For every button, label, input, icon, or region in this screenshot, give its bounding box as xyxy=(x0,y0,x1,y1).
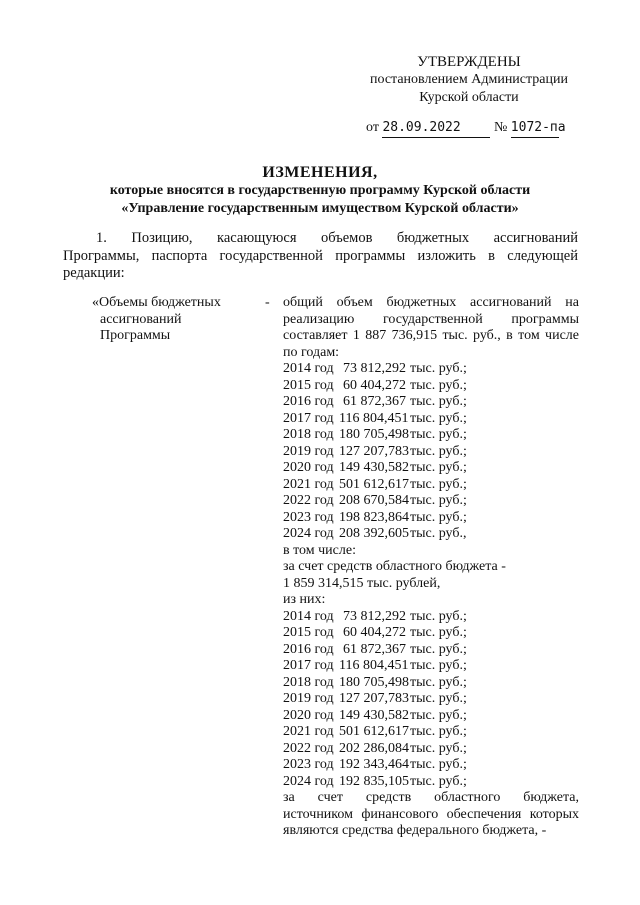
year-label: 2014 год xyxy=(283,608,334,624)
amount-value: 501 612,617 xyxy=(339,476,409,492)
amount-value: 61 872,367 xyxy=(343,641,406,657)
amount-unit: тыс. руб.; xyxy=(410,658,467,673)
year-amount-row xyxy=(283,411,579,428)
year-amount-row xyxy=(283,724,579,741)
amount-unit: тыс. руб.; xyxy=(410,757,467,772)
year-label: 2023 год xyxy=(283,509,334,525)
date-prefix: от xyxy=(366,120,379,135)
amount-unit: тыс. руб.; xyxy=(410,608,467,624)
year-label: 2021 год xyxy=(283,476,334,492)
year-amount-row xyxy=(283,774,579,791)
year-amount-row xyxy=(283,658,579,675)
total-line-3: составляет 1 887 736,915 тыс. руб., в том числе xyxy=(283,328,579,343)
year-amount-row xyxy=(283,642,579,659)
amount-value: 60 404,272 xyxy=(343,625,406,640)
amount-unit: тыс. руб.; xyxy=(410,740,467,756)
amount-unit: тыс. руб.; xyxy=(410,427,467,442)
year-amount-row xyxy=(283,625,579,642)
year-amount-row xyxy=(283,708,579,725)
handwritten-date: 28.09.2022 xyxy=(382,119,490,138)
total-line-2: реализацию государственной программы xyxy=(283,311,579,327)
in-that-label: в том числе: xyxy=(283,542,356,558)
amount-value: 149 430,582 xyxy=(339,707,409,723)
year-amount-row xyxy=(283,378,579,395)
amount-value: 180 705,498 xyxy=(339,427,409,442)
amount-unit: тыс. руб.; xyxy=(410,724,467,739)
year-amount-row xyxy=(283,361,579,378)
regional-by-year-list xyxy=(283,609,579,791)
amount-unit: тыс. руб.; xyxy=(410,460,467,475)
year-label: 2020 год xyxy=(283,707,334,723)
year-label: 2020 год xyxy=(283,460,334,475)
amount-value: 208 392,605 xyxy=(339,526,409,541)
year-amount-row xyxy=(283,526,579,543)
handwritten-number: 1072-па xyxy=(511,119,559,138)
amount-unit: тыс. руб., xyxy=(410,526,467,541)
federal-line-2: источником финансового обеспечения которых xyxy=(283,806,579,822)
year-label: 2024 год xyxy=(283,773,334,789)
intro-line-1: 1. Позицию, касающуюся объемов бюджетных ассигнований xyxy=(96,230,578,246)
amount-unit: тыс. руб.; xyxy=(410,509,467,525)
year-amount-row xyxy=(283,609,579,626)
amount-value: 61 872,367 xyxy=(343,394,406,409)
amount-unit: тыс. руб.; xyxy=(410,361,467,376)
amount-value: 198 823,864 xyxy=(339,509,409,525)
document-heading xyxy=(40,163,600,218)
year-amount-row xyxy=(283,757,579,774)
heading-subtitle-1: которые вносятся в государственную программу Курской области xyxy=(109,183,531,198)
amount-value: 127 207,783 xyxy=(339,691,409,706)
year-amount-row xyxy=(283,427,579,444)
intro-paragraph-rest xyxy=(63,247,578,281)
year-label: 2016 год xyxy=(283,641,334,657)
heading-subtitle-2: «Управление государственным имуществом Курской области» xyxy=(121,201,519,216)
amount-unit: тыс. руб.; xyxy=(410,773,467,789)
year-amount-row xyxy=(283,460,579,477)
year-label: 2017 год xyxy=(283,658,334,673)
approval-line-resolution: постановлением Администрации xyxy=(370,72,568,87)
year-amount-row xyxy=(283,675,579,692)
year-amount-row xyxy=(283,444,579,461)
total-line-1: общий объем бюджетных ассигнований на xyxy=(283,295,579,310)
year-label: 2023 год xyxy=(283,757,334,772)
year-label: 2015 год xyxy=(283,625,334,640)
amount-value: 127 207,783 xyxy=(339,443,409,459)
position-label xyxy=(92,295,260,345)
regional-line-2: 1 859 314,515 тыс. рублей, xyxy=(283,575,441,591)
position-label-line-2: ассигнований xyxy=(100,311,182,327)
intro-line-3: редакции: xyxy=(63,264,125,281)
amount-unit: тыс. руб.; xyxy=(410,691,467,706)
year-amount-row xyxy=(283,510,579,527)
year-label: 2021 год xyxy=(283,724,334,739)
year-label: 2015 год xyxy=(283,377,334,393)
of-them-label: из них: xyxy=(283,592,326,607)
year-amount-row xyxy=(283,477,579,494)
year-label: 2022 год xyxy=(283,740,334,756)
amount-value: 192 835,105 xyxy=(339,773,409,789)
year-label: 2019 год xyxy=(283,443,334,459)
amount-value: 202 286,084 xyxy=(339,740,409,756)
amount-value: 116 804,451 xyxy=(339,410,409,426)
amount-unit: тыс. руб.; xyxy=(410,410,467,426)
number-prefix: № xyxy=(493,120,508,135)
amount-value: 116 804,451 xyxy=(339,658,409,673)
approval-line-region: Курской области xyxy=(419,90,519,105)
position-label-line-1: «Объемы бюджетных xyxy=(92,295,221,310)
year-label: 2024 год xyxy=(283,526,334,541)
amount-unit: тыс. руб.; xyxy=(410,625,467,640)
year-amount-row xyxy=(283,394,579,411)
amount-value: 149 430,582 xyxy=(339,460,409,475)
year-amount-row xyxy=(283,493,579,510)
year-label: 2017 год xyxy=(283,410,334,426)
position-dash: - xyxy=(265,295,270,310)
amount-value: 73 812,292 xyxy=(343,608,406,624)
approval-title: УТВЕРЖДЕНЫ xyxy=(417,54,521,70)
regional-line-1: за счет средств областного бюджета - xyxy=(283,559,506,574)
federal-line-1: за счет средств областного бюджета, xyxy=(283,790,579,805)
year-label: 2022 год xyxy=(283,493,334,508)
federal-line-3: являются средства федерального бюджета, - xyxy=(283,823,547,838)
year-label: 2016 год xyxy=(283,394,334,409)
budget-details xyxy=(283,295,579,840)
amount-unit: тыс. руб.; xyxy=(410,493,467,508)
year-amount-row xyxy=(283,691,579,708)
year-amount-row xyxy=(283,741,579,758)
approval-block xyxy=(360,53,578,107)
total-by-year-list xyxy=(283,361,579,543)
amount-value: 180 705,498 xyxy=(339,674,409,690)
amount-unit: тыс. руб.; xyxy=(410,377,467,393)
year-label: 2019 год xyxy=(283,691,334,706)
amount-unit: тыс. руб.; xyxy=(410,674,467,690)
year-label: 2014 год xyxy=(283,361,334,376)
intro-line-2: Программы, паспорта государственной программы изложить в следующей xyxy=(63,248,578,264)
amount-unit: тыс. руб.; xyxy=(410,476,467,492)
year-label: 2018 год xyxy=(283,427,334,442)
position-label-line-3: Программы xyxy=(100,328,171,343)
amount-value: 208 670,584 xyxy=(339,493,409,508)
amount-unit: тыс. руб.; xyxy=(410,707,467,723)
amount-value: 60 404,272 xyxy=(343,377,406,393)
heading-title: ИЗМЕНЕНИЯ, xyxy=(262,164,378,181)
amount-unit: тыс. руб.; xyxy=(410,641,467,657)
amount-value: 192 343,464 xyxy=(339,757,409,772)
total-line-4: по годам: xyxy=(283,344,340,360)
year-label: 2018 год xyxy=(283,674,334,690)
amount-unit: тыс. руб.; xyxy=(410,443,467,459)
amount-value: 73 812,292 xyxy=(343,361,406,376)
approval-date-number xyxy=(366,119,578,138)
amount-value: 501 612,617 xyxy=(339,724,409,739)
amount-unit: тыс. руб.; xyxy=(410,394,467,409)
